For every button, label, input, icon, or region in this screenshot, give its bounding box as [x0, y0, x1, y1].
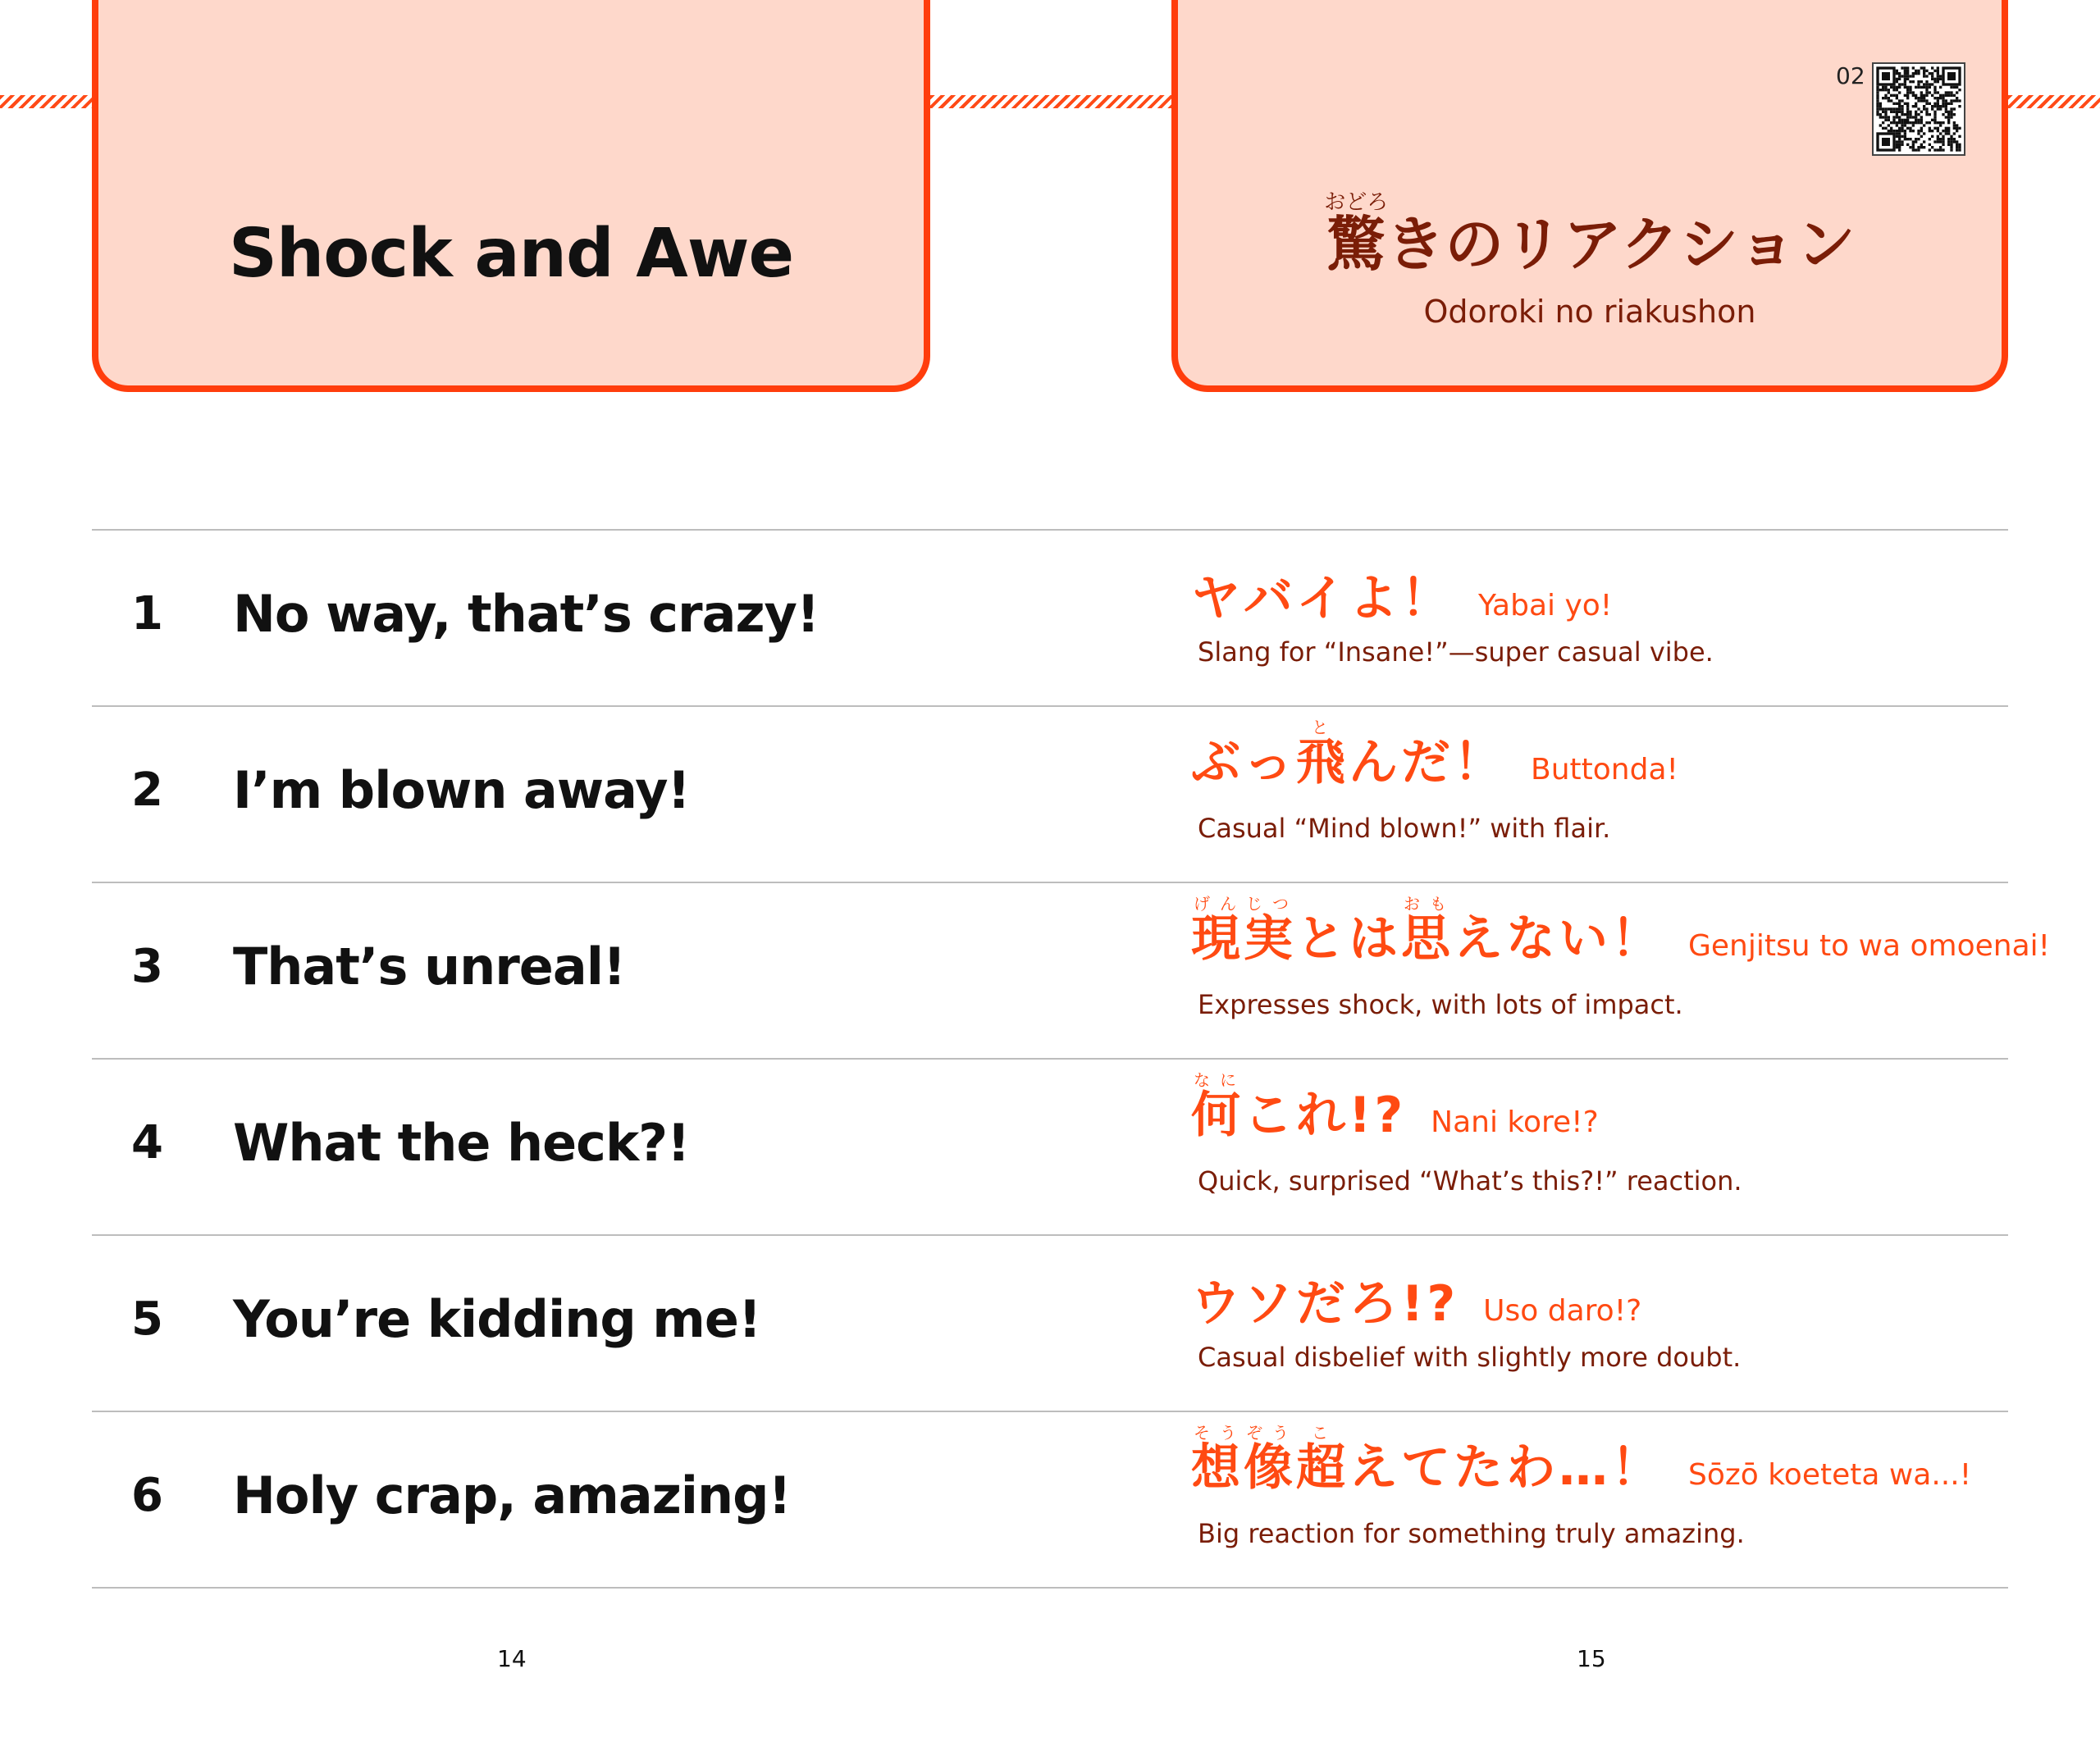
row-number: 2	[131, 764, 163, 817]
furigana: そうぞう	[1191, 1423, 1296, 1443]
row-number: 6	[131, 1469, 163, 1522]
english-title-card	[92, 0, 930, 392]
japanese-phrase: 何なにこれ!?	[1191, 1070, 1407, 1144]
row-divider	[92, 1234, 2008, 1236]
phrase-description: Casual “Mind blown!” with flair.	[1198, 813, 1611, 844]
furigana: おも	[1401, 894, 1454, 914]
japanese-phrase-line	[1191, 559, 1612, 630]
row-number: 5	[131, 1292, 163, 1346]
japanese-phrase: ヤバイよ！	[1191, 570, 1454, 627]
japanese-phrase: 現実げんじつとは思おもえない！	[1191, 894, 1664, 968]
furigana: おどろ	[1324, 190, 1389, 215]
phrase-description: Casual disbelief with slightly more doubt.	[1198, 1342, 1742, 1373]
row-divider	[92, 529, 2008, 531]
phrase-description: Expresses shock, with lots of impact.	[1198, 989, 1683, 1020]
page-number-right: 15	[1577, 1645, 1606, 1672]
title-romaji: Odoroki no riakushon	[1423, 294, 1756, 330]
row-divider	[92, 1411, 2008, 1412]
japanese-phrase: ウソだろ!?	[1191, 1275, 1459, 1333]
romaji: Nani kore!?	[1431, 1105, 1599, 1139]
english-phrase: I’m blown away!	[233, 760, 690, 820]
decorative-stripe-left	[0, 95, 92, 108]
phrase-description: Slang for “Insane!”—super casual vibe.	[1198, 636, 1714, 668]
furigana: なに	[1191, 1070, 1244, 1090]
row-number: 1	[131, 587, 163, 641]
decorative-stripe-middle	[930, 95, 1171, 108]
furigana: げんじつ	[1191, 894, 1296, 914]
english-title: Shock and Awe	[228, 215, 794, 293]
english-phrase: No way, that’s crazy!	[233, 584, 819, 644]
japanese-phrase-line	[1191, 1265, 1641, 1335]
japanese-phrase-line	[1191, 895, 2050, 970]
romaji: Buttonda!	[1531, 753, 1678, 786]
romaji: Genjitsu to wa omoenai!	[1688, 929, 2051, 963]
row-divider	[92, 882, 2008, 883]
furigana: と	[1296, 718, 1349, 737]
phrase-description: Big reaction for something truly amazing.	[1198, 1518, 1745, 1549]
row-divider	[92, 705, 2008, 707]
lesson-number: 02	[1836, 62, 1865, 89]
furigana: こ	[1296, 1423, 1349, 1443]
japanese-phrase: ぶっ飛とんだ！	[1191, 718, 1506, 791]
japanese-title: 驚おどろきのリアクション	[1324, 190, 1856, 279]
romaji: Yabai yo!	[1478, 589, 1613, 622]
qr-code-icon[interactable]	[1872, 62, 1965, 156]
japanese-phrase-line	[1191, 1424, 1971, 1499]
romaji: Sōzō koeteta wa...!	[1688, 1458, 1972, 1492]
row-number: 3	[131, 940, 163, 993]
decorative-stripe-right	[2008, 95, 2100, 108]
page-number-left: 14	[497, 1645, 527, 1672]
japanese-phrase: 想像そうぞう超こえてたわ…！	[1191, 1423, 1664, 1497]
english-phrase: You’re kidding me!	[233, 1289, 761, 1349]
japanese-title-card	[1171, 0, 2008, 392]
japanese-phrase-line	[1191, 1071, 1599, 1147]
english-phrase: What the heck?!	[233, 1113, 690, 1173]
romaji: Uso daro!?	[1483, 1294, 1642, 1328]
row-divider	[92, 1587, 2008, 1589]
english-phrase: Holy crap, amazing!	[233, 1466, 791, 1525]
phrase-description: Quick, surprised “What’s this?!” reaction.	[1198, 1165, 1742, 1197]
row-divider	[92, 1058, 2008, 1060]
row-number: 4	[131, 1116, 163, 1169]
japanese-phrase-line	[1191, 718, 1678, 794]
english-phrase: That’s unreal!	[233, 937, 626, 996]
